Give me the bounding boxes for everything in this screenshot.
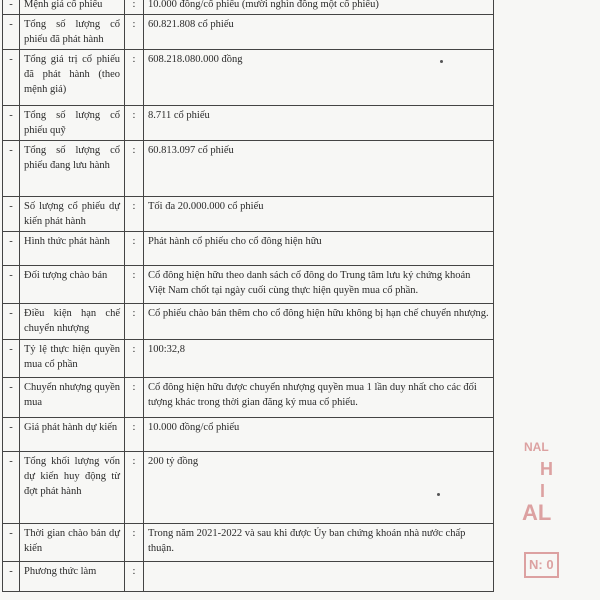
speck <box>440 60 443 63</box>
field-value: 608.218.080.000 đồng <box>144 50 494 106</box>
table-row <box>3 141 494 197</box>
field-value: 60.813.097 cổ phiếu <box>144 141 494 197</box>
speck <box>437 493 440 496</box>
colon-separator: : <box>125 340 144 378</box>
row-bullet: - <box>3 15 20 50</box>
colon-separator: : <box>125 141 144 197</box>
row-bullet: - <box>3 232 20 266</box>
table-row <box>3 452 494 524</box>
field-value <box>144 562 494 592</box>
field-label: Giá phát hành dự kiến <box>20 418 125 452</box>
field-label: Tổng giá trị cổ phiếu đã phát hành (theo mệnh giá) <box>20 50 125 106</box>
colon-separator: : <box>125 106 144 141</box>
colon-separator: : <box>125 418 144 452</box>
table-row <box>3 562 494 592</box>
field-value: 60.821.808 cổ phiếu <box>144 15 494 50</box>
stamp-text: AL <box>522 500 552 525</box>
field-value: Cổ đông hiện hữu được chuyển nhượng quyền mua 1 lần duy nhất cho các đối tượng khác trong thời gian đăng ký mua cổ phiếu. <box>144 378 494 418</box>
table-row <box>3 197 494 232</box>
table-row <box>3 304 494 340</box>
field-value: Cổ đông hiện hữu theo danh sách cổ đông do Trung tâm lưu ký chứng khoán Việt Nam chốt tại ngày cuối cùng thực hiện quyền mua cổ phần. <box>144 266 494 304</box>
colon-separator: : <box>125 232 144 266</box>
field-label: Số lượng cổ phiếu dự kiến phát hành <box>20 197 125 232</box>
red-seal-stamp <box>522 436 600 586</box>
row-bullet: - <box>3 0 20 15</box>
row-bullet: - <box>3 340 20 378</box>
field-label: Phương thức làm <box>20 562 125 592</box>
field-value: 10.000 đồng/cổ phiếu (mười nghìn đồng một cổ phiếu) <box>144 0 494 15</box>
table-row <box>3 524 494 562</box>
table-row <box>3 418 494 452</box>
row-bullet: - <box>3 50 20 106</box>
colon-separator: : <box>125 378 144 418</box>
field-value: Tối đa 20.000.000 cổ phiếu <box>144 197 494 232</box>
colon-separator: : <box>125 452 144 524</box>
colon-separator: : <box>125 197 144 232</box>
field-value: 100:32,8 <box>144 340 494 378</box>
colon-separator: : <box>125 15 144 50</box>
field-label: Tổng khối lượng vốn dự kiến huy động từ đợt phát hành <box>20 452 125 524</box>
securities-info-table <box>2 0 494 592</box>
field-label: Thời gian chào bán dự kiến <box>20 524 125 562</box>
row-bullet: - <box>3 304 20 340</box>
field-label: Tổng số lượng cổ phiếu quỹ <box>20 106 125 141</box>
colon-separator: : <box>125 304 144 340</box>
table-row <box>3 106 494 141</box>
stamp-text: I <box>540 481 546 501</box>
colon-separator: : <box>125 0 144 15</box>
colon-separator: : <box>125 50 144 106</box>
field-value: 200 tỷ đồng <box>144 452 494 524</box>
stamp-text: NAL <box>524 440 549 454</box>
table-row <box>3 15 494 50</box>
table-row <box>3 0 494 15</box>
row-bullet: - <box>3 106 20 141</box>
field-label: Mệnh giá cổ phiếu <box>20 0 125 15</box>
table-row <box>3 232 494 266</box>
colon-separator: : <box>125 562 144 592</box>
row-bullet: - <box>3 524 20 562</box>
field-label: Tổng số lượng cổ phiếu đã phát hành <box>20 15 125 50</box>
table-row <box>3 340 494 378</box>
row-bullet: - <box>3 197 20 232</box>
stamp-text: N: 0 <box>524 552 559 578</box>
colon-separator: : <box>125 524 144 562</box>
row-bullet: - <box>3 562 20 592</box>
field-label: Chuyển nhượng quyền mua <box>20 378 125 418</box>
row-bullet: - <box>3 141 20 197</box>
field-value: Phát hành cổ phiếu cho cổ đông hiện hữu <box>144 232 494 266</box>
field-value: 10.000 đồng/cổ phiếu <box>144 418 494 452</box>
field-label: Điều kiện hạn chế chuyển nhượng <box>20 304 125 340</box>
row-bullet: - <box>3 378 20 418</box>
field-value: Cổ phiếu chào bán thêm cho cổ đông hiện hữu không bị hạn chế chuyển nhượng. <box>144 304 494 340</box>
field-value: 8.711 cổ phiếu <box>144 106 494 141</box>
stamp-text: H <box>540 459 553 479</box>
field-label: Tỷ lệ thực hiện quyền mua cổ phần <box>20 340 125 378</box>
row-bullet: - <box>3 266 20 304</box>
field-value: Trong năm 2021-2022 và sau khi được Ủy ban chứng khoán nhà nước chấp thuận. <box>144 524 494 562</box>
field-label: Đối tượng chào bán <box>20 266 125 304</box>
colon-separator: : <box>125 266 144 304</box>
field-label: Hình thức phát hành <box>20 232 125 266</box>
row-bullet: - <box>3 418 20 452</box>
table-row <box>3 266 494 304</box>
row-bullet: - <box>3 452 20 524</box>
table-row <box>3 50 494 106</box>
table-row <box>3 378 494 418</box>
field-label: Tổng số lượng cổ phiếu đang lưu hành <box>20 141 125 197</box>
